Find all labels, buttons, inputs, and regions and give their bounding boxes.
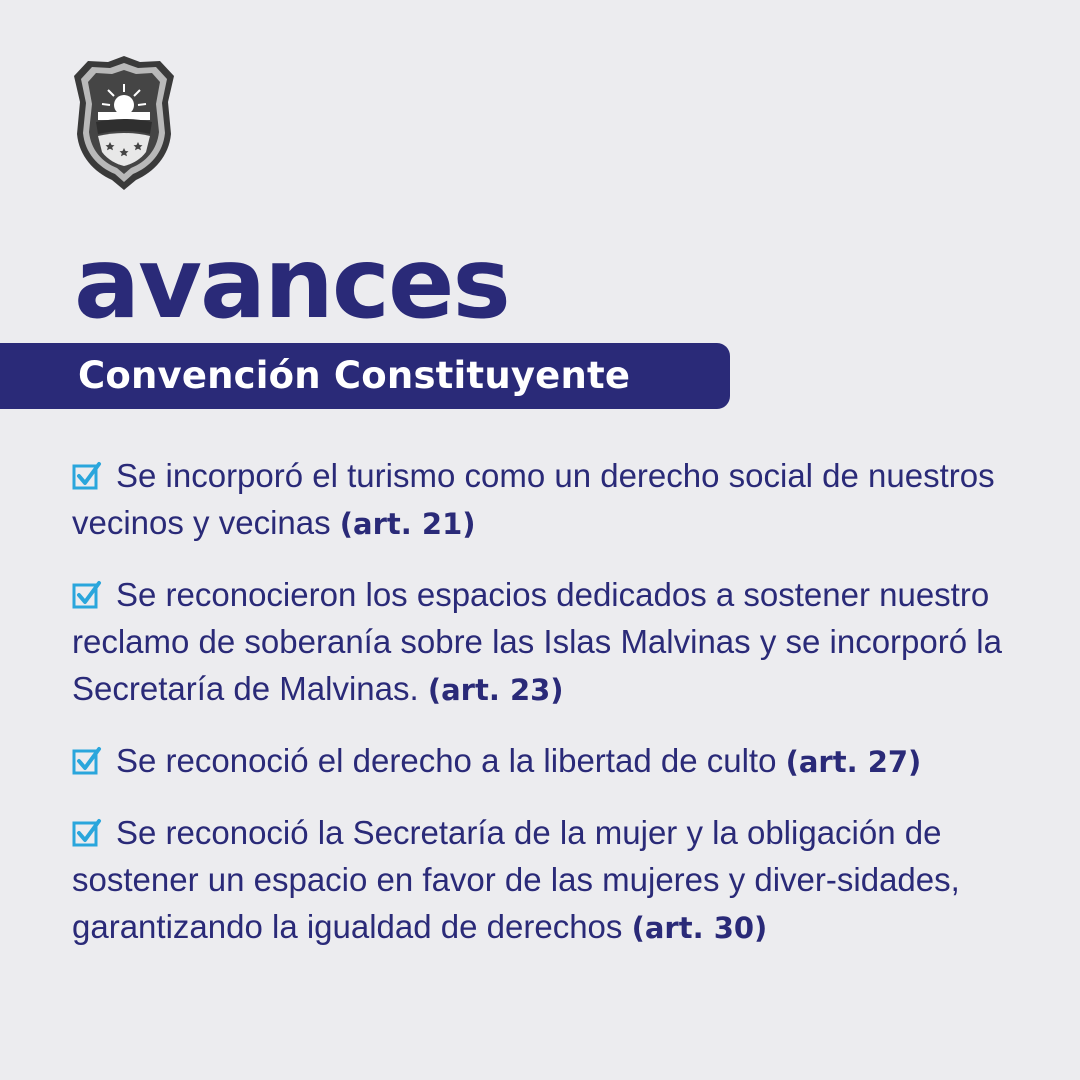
list-item (72, 809, 1032, 952)
subtitle-banner (0, 343, 730, 409)
checkbox-checked-icon (72, 818, 102, 848)
banner-label: Convención Constituyente (78, 354, 631, 397)
article-reference: (art. 23) (427, 673, 564, 707)
item-text: Se reconoció el derecho a la libertad de culto (116, 742, 777, 779)
checkbox-checked-icon (72, 580, 102, 610)
item-text: Se reconoció la Secretaría de la mujer y la obligación de sostener un espacio en favor de las mujeres y diver-sidades, garantizando la igualdad de derechos (72, 814, 960, 945)
article-reference: (art. 30) (631, 911, 768, 945)
coat-of-arms-icon (70, 52, 178, 194)
list-item (72, 737, 1032, 786)
checkbox-checked-icon (72, 461, 102, 491)
article-reference: (art. 27) (785, 745, 922, 779)
item-text: Se incorporó el turismo como un derecho social de nuestros vecinos y vecinas (72, 457, 995, 541)
item-text: Se reconocieron los espacios dedicados a sostener nuestro reclamo de soberanía sobre las Islas Malvinas y se incorporó la Secretaría de Malvinas. (72, 576, 1002, 707)
article-reference: (art. 21) (339, 507, 476, 541)
page-title: avances (74, 227, 509, 341)
list-item (72, 452, 1032, 548)
achievements-list (72, 452, 1032, 975)
list-item (72, 571, 1032, 714)
checkbox-checked-icon (72, 746, 102, 776)
